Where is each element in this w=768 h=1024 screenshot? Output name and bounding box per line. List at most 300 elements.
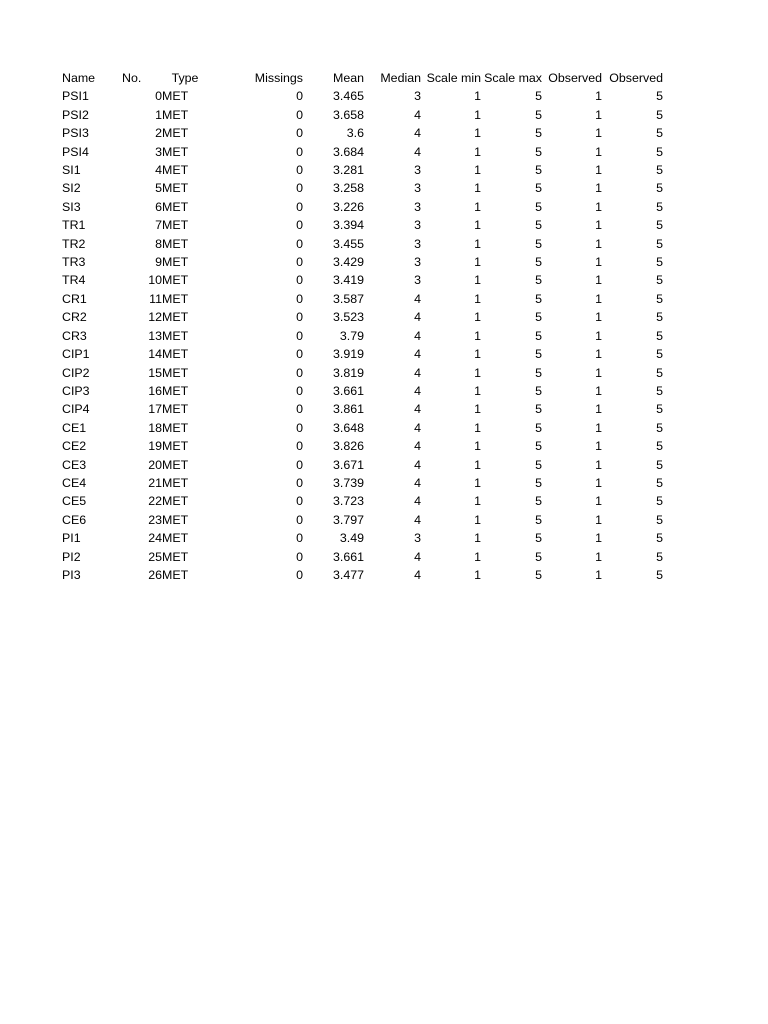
table-row (62, 529, 663, 547)
cell-observed-max: 5 (656, 402, 663, 417)
cell-missings: 0 (296, 291, 303, 306)
header-scale-min: Scale min (426, 71, 481, 85)
cell-scale-max: 5 (535, 163, 542, 178)
cell-observed-max: 5 (656, 347, 663, 362)
cell-scale-min: 1 (474, 218, 481, 233)
cell-mean: 3.477 (332, 567, 364, 582)
cell-type: MET (162, 107, 189, 122)
cell-type: MET (162, 199, 189, 214)
cell-name: CE2 (62, 439, 87, 454)
table-row (62, 290, 663, 308)
cell-scale-min: 1 (474, 567, 481, 582)
cell-mean: 3.394 (332, 218, 364, 233)
table-row (62, 456, 663, 474)
table-row (62, 271, 663, 289)
table-row (62, 253, 663, 271)
cell-no: 19 (148, 439, 162, 454)
cell-type: MET (162, 420, 189, 435)
table-row (62, 548, 663, 566)
table-row (62, 511, 663, 529)
cell-scale-max: 5 (535, 126, 542, 141)
table-row (62, 308, 663, 326)
cell-scale-min: 1 (474, 365, 481, 380)
cell-scale-max: 5 (535, 328, 542, 343)
table-row (62, 216, 663, 234)
cell-scale-max: 5 (535, 531, 542, 546)
cell-observed-max: 5 (656, 107, 663, 122)
cell-median: 4 (414, 512, 421, 527)
header-row (62, 69, 663, 87)
cell-name: PI3 (62, 567, 81, 582)
statistics-table (62, 69, 663, 584)
cell-observed-min: 1 (595, 567, 602, 582)
cell-type: MET (162, 273, 189, 288)
cell-mean: 3.826 (332, 439, 364, 454)
cell-missings: 0 (296, 494, 303, 509)
cell-no: 1 (155, 107, 162, 122)
cell-observed-min: 1 (595, 310, 602, 325)
cell-scale-max: 5 (535, 273, 542, 288)
cell-missings: 0 (296, 567, 303, 582)
header-type: Type (171, 71, 199, 85)
cell-median: 4 (414, 402, 421, 417)
cell-mean: 3.684 (332, 144, 364, 159)
cell-observed-min: 1 (595, 218, 602, 233)
cell-name: TR2 (62, 236, 86, 251)
cell-median: 4 (414, 439, 421, 454)
cell-scale-max: 5 (535, 475, 542, 490)
cell-no: 0 (155, 89, 162, 104)
cell-observed-min: 1 (595, 420, 602, 435)
cell-median: 4 (414, 144, 421, 159)
cell-observed-max: 5 (656, 328, 663, 343)
cell-scale-min: 1 (474, 255, 481, 270)
cell-observed-min: 1 (595, 291, 602, 306)
cell-missings: 0 (296, 439, 303, 454)
cell-no: 20 (148, 457, 162, 472)
table-row (62, 143, 663, 161)
cell-missings: 0 (296, 328, 303, 343)
cell-observed-min: 1 (595, 439, 602, 454)
header-scale-max: Scale max (484, 71, 542, 85)
cell-type: MET (162, 328, 189, 343)
header-name: Name (62, 71, 96, 85)
cell-scale-max: 5 (535, 439, 542, 454)
cell-no: 11 (149, 291, 162, 306)
cell-observed-min: 1 (595, 512, 602, 527)
cell-mean: 3.819 (332, 365, 364, 380)
cell-no: 8 (155, 236, 162, 251)
cell-name: CIP3 (62, 383, 90, 398)
cell-mean: 3.429 (332, 255, 364, 270)
cell-scale-max: 5 (535, 255, 542, 270)
cell-scale-max: 5 (535, 89, 542, 104)
cell-observed-max: 5 (656, 439, 663, 454)
header-mean: Mean (333, 71, 364, 85)
cell-mean: 3.797 (332, 512, 364, 527)
cell-observed-max: 5 (656, 457, 663, 472)
cell-observed-max: 5 (656, 549, 663, 564)
cell-scale-max: 5 (535, 567, 542, 582)
cell-scale-max: 5 (535, 199, 542, 214)
cell-observed-max: 5 (656, 567, 663, 582)
cell-type: MET (162, 567, 189, 582)
cell-mean: 3.658 (332, 107, 364, 122)
cell-scale-min: 1 (474, 181, 481, 196)
cell-missings: 0 (296, 273, 303, 288)
cell-scale-min: 1 (474, 291, 481, 306)
cell-observed-max: 5 (656, 255, 663, 270)
cell-no: 5 (155, 181, 162, 196)
cell-missings: 0 (296, 107, 303, 122)
cell-missings: 0 (296, 475, 303, 490)
cell-no: 21 (148, 475, 162, 490)
cell-median: 3 (414, 199, 421, 214)
cell-no: 25 (148, 549, 162, 564)
cell-scale-min: 1 (474, 89, 481, 104)
cell-name: CE5 (62, 494, 87, 509)
cell-no: 22 (148, 494, 162, 509)
cell-scale-max: 5 (535, 236, 542, 251)
cell-mean: 3.648 (332, 420, 364, 435)
cell-observed-min: 1 (595, 531, 602, 546)
cell-median: 3 (414, 531, 421, 546)
cell-name: TR1 (62, 218, 86, 233)
table-row (62, 566, 663, 584)
header-observed-max: Observed (609, 71, 663, 85)
cell-mean: 3.739 (332, 475, 364, 490)
cell-mean: 3.455 (332, 236, 364, 251)
cell-scale-min: 1 (474, 310, 481, 325)
cell-median: 3 (414, 273, 421, 288)
cell-scale-min: 1 (474, 531, 481, 546)
cell-scale-max: 5 (535, 107, 542, 122)
cell-median: 3 (414, 255, 421, 270)
cell-observed-min: 1 (595, 89, 602, 104)
cell-type: MET (162, 163, 189, 178)
table-row (62, 400, 663, 418)
cell-missings: 0 (296, 89, 303, 104)
cell-scale-min: 1 (474, 144, 481, 159)
cell-scale-min: 1 (474, 126, 481, 141)
cell-name: CIP1 (62, 347, 90, 362)
cell-median: 3 (414, 236, 421, 251)
cell-observed-min: 1 (595, 347, 602, 362)
cell-observed-min: 1 (595, 402, 602, 417)
cell-missings: 0 (296, 347, 303, 362)
cell-scale-max: 5 (535, 218, 542, 233)
cell-scale-max: 5 (535, 420, 542, 435)
cell-observed-max: 5 (656, 126, 663, 141)
header-no: No. (122, 71, 142, 85)
cell-scale-max: 5 (535, 144, 542, 159)
cell-median: 3 (414, 181, 421, 196)
cell-missings: 0 (296, 512, 303, 527)
cell-scale-max: 5 (535, 383, 542, 398)
cell-missings: 0 (296, 383, 303, 398)
table-row (62, 382, 663, 400)
cell-observed-min: 1 (595, 494, 602, 509)
cell-no: 15 (148, 365, 162, 380)
table-row (62, 492, 663, 510)
cell-name: SI2 (62, 181, 81, 196)
cell-type: MET (162, 512, 189, 527)
header-median: Median (380, 71, 421, 85)
cell-no: 13 (148, 328, 162, 343)
cell-name: CIP4 (62, 402, 90, 417)
cell-name: CE1 (62, 420, 87, 435)
cell-observed-max: 5 (656, 218, 663, 233)
cell-scale-min: 1 (474, 328, 481, 343)
cell-type: MET (162, 126, 189, 141)
cell-name: SI3 (62, 199, 81, 214)
cell-observed-max: 5 (656, 181, 663, 196)
cell-name: CR3 (62, 328, 87, 343)
table-row (62, 364, 663, 382)
cell-name: CR2 (62, 310, 87, 325)
cell-observed-min: 1 (595, 475, 602, 490)
cell-mean: 3.465 (332, 89, 364, 104)
cell-scale-min: 1 (474, 383, 481, 398)
cell-missings: 0 (296, 420, 303, 435)
cell-name: TR4 (62, 273, 86, 288)
cell-missings: 0 (296, 126, 303, 141)
cell-scale-max: 5 (535, 549, 542, 564)
cell-scale-max: 5 (535, 310, 542, 325)
cell-observed-min: 1 (595, 255, 602, 270)
cell-scale-min: 1 (474, 107, 481, 122)
cell-scale-min: 1 (474, 457, 481, 472)
table-row (62, 198, 663, 216)
cell-observed-max: 5 (656, 144, 663, 159)
cell-scale-max: 5 (535, 402, 542, 417)
cell-observed-max: 5 (656, 494, 663, 509)
cell-missings: 0 (296, 365, 303, 380)
cell-no: 9 (155, 255, 162, 270)
cell-missings: 0 (296, 218, 303, 233)
cell-no: 14 (148, 347, 162, 362)
cell-no: 12 (148, 310, 162, 325)
table-row (62, 235, 663, 253)
cell-name: SI1 (62, 163, 81, 178)
cell-observed-max: 5 (656, 89, 663, 104)
cell-median: 4 (414, 567, 421, 582)
cell-type: MET (162, 218, 189, 233)
cell-median: 3 (414, 163, 421, 178)
cell-mean: 3.587 (332, 291, 364, 306)
cell-no: 17 (148, 402, 162, 417)
cell-mean: 3.419 (332, 273, 364, 288)
table-row (62, 345, 663, 363)
cell-type: MET (162, 291, 189, 306)
cell-mean: 3.661 (332, 383, 364, 398)
cell-observed-max: 5 (656, 365, 663, 380)
cell-missings: 0 (296, 310, 303, 325)
cell-mean: 3.919 (332, 347, 364, 362)
cell-type: MET (162, 347, 189, 362)
cell-observed-min: 1 (595, 163, 602, 178)
cell-observed-max: 5 (656, 475, 663, 490)
cell-scale-max: 5 (535, 181, 542, 196)
cell-observed-min: 1 (595, 328, 602, 343)
cell-name: CE4 (62, 475, 87, 490)
cell-median: 4 (414, 107, 421, 122)
cell-no: 16 (148, 383, 162, 398)
cell-median: 3 (414, 89, 421, 104)
table-row (62, 437, 663, 455)
cell-median: 4 (414, 310, 421, 325)
cell-observed-min: 1 (595, 199, 602, 214)
cell-median: 4 (414, 328, 421, 343)
cell-name: CE6 (62, 512, 87, 527)
cell-mean: 3.723 (332, 494, 364, 509)
cell-no: 24 (148, 531, 162, 546)
cell-observed-max: 5 (656, 383, 663, 398)
cell-observed-min: 1 (595, 126, 602, 141)
cell-mean: 3.258 (332, 181, 364, 196)
cell-scale-max: 5 (535, 494, 542, 509)
cell-observed-max: 5 (656, 512, 663, 527)
cell-observed-max: 5 (656, 273, 663, 288)
cell-name: PSI1 (62, 89, 89, 104)
cell-scale-min: 1 (474, 420, 481, 435)
cell-observed-min: 1 (595, 181, 602, 196)
cell-observed-max: 5 (656, 420, 663, 435)
cell-median: 4 (414, 457, 421, 472)
cell-name: PSI4 (62, 144, 89, 159)
cell-scale-max: 5 (535, 365, 542, 380)
cell-no: 2 (155, 126, 162, 141)
cell-no: 4 (155, 163, 162, 178)
cell-median: 4 (414, 420, 421, 435)
cell-no: 3 (155, 144, 162, 159)
cell-name: PSI3 (62, 126, 89, 141)
table-body (62, 87, 663, 584)
table-row (62, 124, 663, 142)
cell-name: PI2 (62, 549, 81, 564)
cell-type: MET (162, 310, 189, 325)
cell-missings: 0 (296, 163, 303, 178)
cell-mean: 3.523 (332, 310, 364, 325)
cell-type: MET (162, 439, 189, 454)
cell-missings: 0 (296, 144, 303, 159)
cell-observed-min: 1 (595, 107, 602, 122)
cell-type: MET (162, 236, 189, 251)
cell-scale-min: 1 (474, 494, 481, 509)
cell-observed-max: 5 (656, 236, 663, 251)
cell-median: 3 (414, 218, 421, 233)
cell-no: 23 (148, 512, 162, 527)
header-observed-min: Observed (548, 71, 602, 85)
cell-no: 26 (148, 567, 162, 582)
cell-name: PSI2 (62, 107, 89, 122)
cell-scale-min: 1 (474, 439, 481, 454)
table-row (62, 474, 663, 492)
table-row (62, 419, 663, 437)
table-row (62, 161, 663, 179)
cell-mean: 3.226 (332, 199, 364, 214)
cell-scale-min: 1 (474, 347, 481, 362)
header-missings: Missings (254, 71, 303, 85)
cell-missings: 0 (296, 255, 303, 270)
cell-no: 6 (155, 199, 162, 214)
cell-median: 4 (414, 291, 421, 306)
cell-type: MET (162, 494, 189, 509)
cell-type: MET (162, 475, 189, 490)
cell-scale-max: 5 (535, 291, 542, 306)
cell-missings: 0 (296, 549, 303, 564)
cell-type: MET (162, 144, 189, 159)
cell-median: 4 (414, 475, 421, 490)
table-row (62, 179, 663, 197)
cell-scale-min: 1 (474, 402, 481, 417)
cell-type: MET (162, 255, 189, 270)
cell-missings: 0 (296, 181, 303, 196)
table-row (62, 327, 663, 345)
cell-median: 4 (414, 494, 421, 509)
cell-scale-min: 1 (474, 163, 481, 178)
cell-observed-min: 1 (595, 365, 602, 380)
cell-missings: 0 (296, 199, 303, 214)
cell-type: MET (162, 89, 189, 104)
cell-mean: 3.6 (346, 126, 364, 141)
cell-median: 4 (414, 383, 421, 398)
cell-observed-min: 1 (595, 383, 602, 398)
cell-type: MET (162, 549, 189, 564)
table-row (62, 87, 663, 105)
table-row (62, 106, 663, 124)
cell-type: MET (162, 383, 189, 398)
cell-missings: 0 (296, 531, 303, 546)
cell-scale-min: 1 (474, 549, 481, 564)
cell-median: 4 (414, 549, 421, 564)
cell-no: 18 (148, 420, 162, 435)
cell-observed-max: 5 (656, 310, 663, 325)
cell-scale-min: 1 (474, 273, 481, 288)
cell-name: TR3 (62, 255, 86, 270)
cell-observed-max: 5 (656, 199, 663, 214)
cell-median: 4 (414, 126, 421, 141)
cell-median: 4 (414, 365, 421, 380)
cell-mean: 3.281 (332, 163, 364, 178)
cell-type: MET (162, 365, 189, 380)
cell-observed-max: 5 (656, 531, 663, 546)
cell-scale-min: 1 (474, 236, 481, 251)
cell-no: 10 (148, 273, 162, 288)
cell-mean: 3.671 (332, 457, 364, 472)
cell-observed-max: 5 (656, 291, 663, 306)
cell-scale-min: 1 (474, 199, 481, 214)
cell-scale-max: 5 (535, 512, 542, 527)
cell-mean: 3.861 (332, 402, 364, 417)
cell-name: CR1 (62, 291, 87, 306)
cell-mean: 3.49 (339, 531, 364, 546)
cell-name: PI1 (62, 531, 81, 546)
cell-mean: 3.79 (339, 328, 364, 343)
cell-type: MET (162, 402, 189, 417)
cell-no: 7 (155, 218, 162, 233)
cell-scale-max: 5 (535, 457, 542, 472)
cell-observed-min: 1 (595, 457, 602, 472)
cell-missings: 0 (296, 457, 303, 472)
cell-observed-min: 1 (595, 236, 602, 251)
cell-scale-min: 1 (474, 475, 481, 490)
cell-missings: 0 (296, 402, 303, 417)
cell-name: CE3 (62, 457, 87, 472)
cell-observed-min: 1 (595, 144, 602, 159)
cell-type: MET (162, 457, 189, 472)
cell-median: 4 (414, 347, 421, 362)
